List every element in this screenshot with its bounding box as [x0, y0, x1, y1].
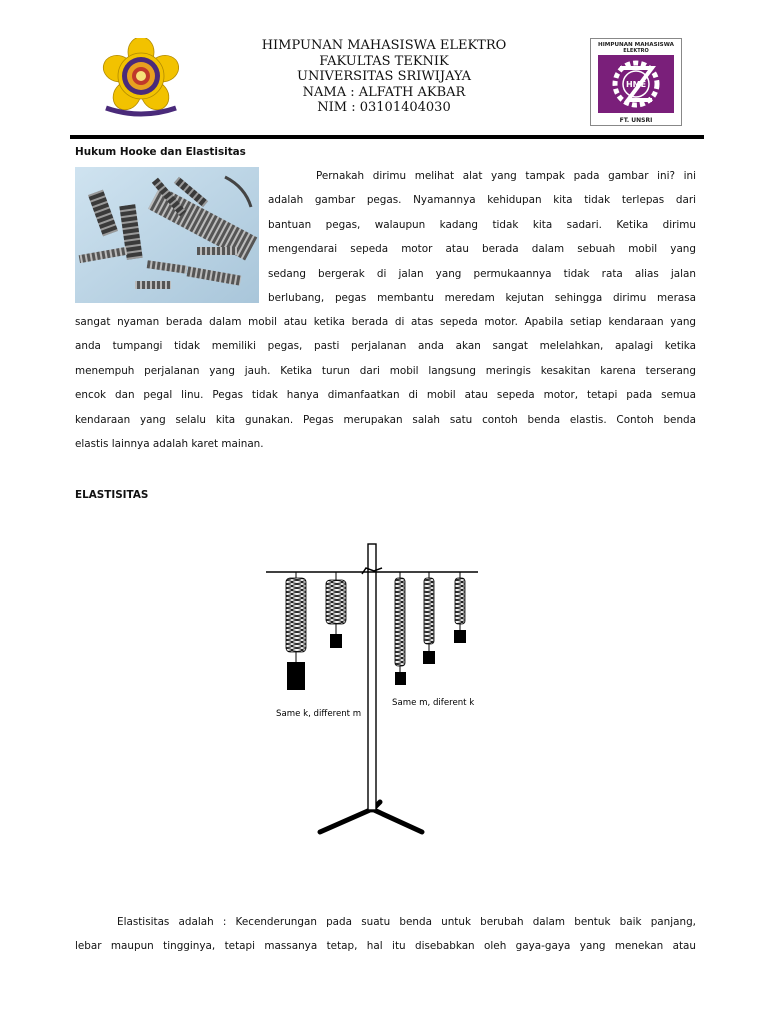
- hme-logo-sub-text: ELEKTRO: [623, 48, 649, 54]
- hme-logo-emblem-text: HME: [625, 80, 647, 89]
- paragraph-elastisitas: [75, 910, 696, 959]
- text-line: menempuh perjalanan yang jauh. Ketika turun dari mobil langsung meringis kesakitan karena terserang: [75, 364, 696, 377]
- spring-right-2: [423, 572, 435, 664]
- hme-logo-bottom-text: FT. UNSRI: [619, 117, 653, 124]
- text-line: sangat nyaman berada dalam mobil atau ketika berada di atas sepeda motor. Apabila setiap kendaraan yang: [75, 316, 696, 328]
- text-line: Pernakah dirimu melihat alat yang tampak pada gambar ini? ini: [316, 170, 696, 182]
- diagram-label-same-m: Same m, diferent k: [392, 698, 475, 708]
- text-line: anda tumpangi tidak memiliki pegas, pasti perjalanan anda akan sangat melelahkan, apalagi ketika: [75, 340, 696, 353]
- spring-right-3: [454, 572, 466, 643]
- hme-logo-top-text: HIMPUNAN MAHASISWA: [598, 42, 674, 48]
- university-seal-logo: [92, 38, 190, 118]
- springs-photo: [75, 167, 259, 303]
- text-line: lebar maupun tingginya, tetapi massanya tetap, hal itu disebabkan oleh gaya-gaya yang menekan atau: [75, 940, 696, 953]
- text-line: sedang bergerak di jalan yang permukaannya tidak rata alias jalan: [268, 267, 696, 280]
- diagram-label-same-k: Same k, different m: [276, 709, 362, 719]
- text-line: encok dan pegal linu. Pegas tidak hanya dimanfaatkan di mobil atau sepeda motor, tetapi pada semua: [75, 389, 696, 402]
- text-line: adalah gambar pegas. Nyamannya kehidupan kita tidak terlepas dari: [268, 194, 696, 207]
- text-line: Elastisitas adalah : Kecenderungan pada suatu benda untuk berubah dalam bentuk baik panjang,: [117, 916, 696, 928]
- text-line: kendaraan yang selalu kita gunakan. Pegas merupakan salah satu contoh benda elastis. Contoh benda: [75, 413, 696, 426]
- header-block: [200, 38, 568, 116]
- section-title-elastisitas: ELASTISITAS: [75, 489, 149, 501]
- section-title-hooke: Hukum Hooke dan Elastisitas: [75, 146, 246, 158]
- header-faculty: FAKULTAS TEKNIK: [319, 53, 449, 69]
- header-university: UNIVERSITAS SRIWIJAYA: [297, 69, 471, 84]
- header-divider: [70, 135, 704, 139]
- spring-left-2: [326, 572, 346, 648]
- spring-left-1: [286, 572, 306, 690]
- header-nim: NIM : 03101404030: [317, 100, 451, 115]
- text-line: bantuan pegas, walaupun kadang tidak kita sadari. Ketika dirimu: [268, 218, 696, 231]
- paragraph-hooke-full: [75, 310, 696, 456]
- paragraph-hooke-wrapped: [268, 164, 696, 310]
- hme-logo: [590, 38, 682, 126]
- text-line: mengendarai sepeda motor atau berada dalam sebuah mobil yang: [268, 243, 696, 256]
- text-line: berlubang, pegas membantu meredam kejutan sehingga dirimu merasa: [268, 292, 696, 305]
- text-line: elastis lainnya adalah karet mainan.: [75, 438, 264, 451]
- spring-stand-diagram: [262, 540, 482, 840]
- spring-right-1: [395, 572, 406, 685]
- header-org: HIMPUNAN MAHASISWA ELEKTRO: [261, 38, 507, 53]
- header-name: NAMA : ALFATH AKBAR: [302, 84, 466, 100]
